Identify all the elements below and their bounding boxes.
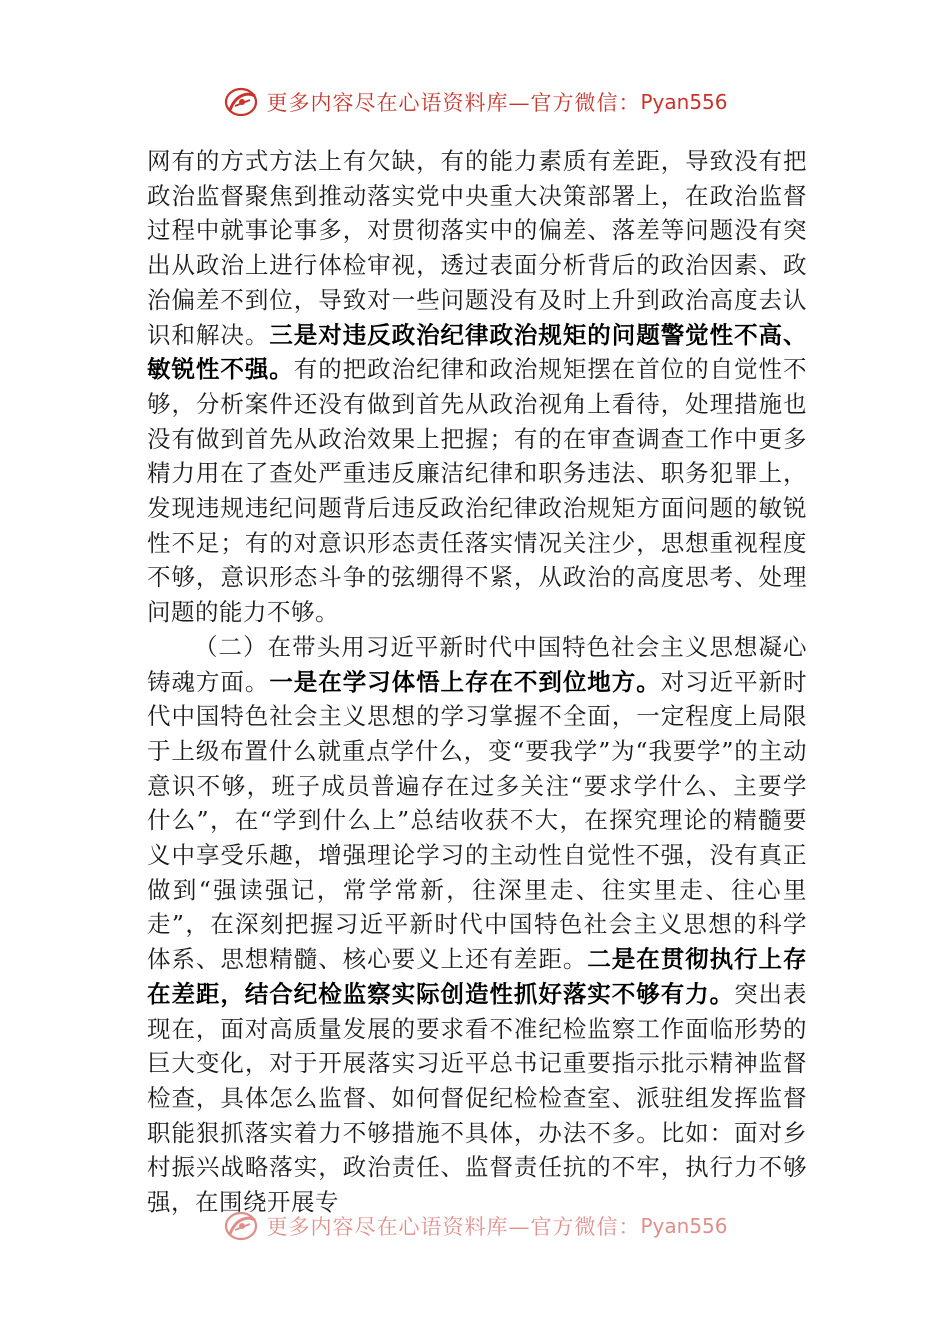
section-heading-two: （二）在带头用习近平新时代中国特色社会主义思想凝心铸魂方面。 — [147, 632, 807, 696]
brand-logo-icon — [222, 1208, 262, 1244]
document-body — [147, 144, 807, 1220]
paragraph-2-bold-point-two: 二是在贯彻执行上存在差距，结合纪检监察实际创造性抓好落实不够有力。 — [147, 945, 808, 1008]
paragraph-1-text-c: 有的把政治纪律和政治规矩摆在首位的自觉性不够，分析案件还没有做到首先从政治视角上看待，处理措施也没有做到首先从政治效果上把握；有的在审查调查工作中更多精力用在了查处严重违反廉洁纪律和职务违法、职务犯罪上，发现违规违纪问题背后违反政治纪律政治规矩方面问题的敏锐性不足；有的对意识形态责任落实情况关注少，思想重视程度不够，意识形态斗争的弦绷得不紧，从政治的高度思考、处理问题的能力不够。 — [147, 355, 808, 627]
header-banner-text: 更多内容尽在心语资料库—官方微信： — [266, 91, 641, 115]
paragraph-1-bold-heading: 三是对违反政治纪律政治规矩的问题警觉性不高、敏锐性不强。 — [147, 320, 808, 384]
header-banner — [0, 82, 950, 122]
footer-wechat-id: Pyan556 — [640, 1214, 728, 1238]
paragraph-1-text-a: 网有的方式方法上有欠缺，有的能力素质有差距，导致没有把政治监督聚焦到推动落实党中央重大决策部署上，在政治监督过程中就事论事多，对贯彻落实中的偏差、落差等问题没有突出从政治上进行体检审视，透过表面分析背后的政治因素、政治偏差不到位，导致对一些问题没有及时上升到政治高度去认识和解决。 — [147, 147, 807, 349]
footer-banner-text: 更多内容尽在心语资料库—官方微信： — [266, 1215, 641, 1239]
paragraph-2-text-c: 对习近平新时代中国特色社会主义思想的学习掌握不全面，一定程度上局限于上级布置什么就重点学什么，变“要我学”为“我要学”的主动意识不够，班子成员普遍存在过多关注“要求学什么、主要学什么”，在“学到什么上”总结收获不大，在探究理论的精髓要义中享受乐趣，增强理论学习的主动性自觉性不强，没有真正做到“强读强记，常学常新，往深里走、往实里走、往心里走”，在深刻把握习近平新时代中国特色社会主义思想的科学体系、思想精髓、核心要义上还有差距。 — [147, 667, 808, 974]
paragraph-2-bold-point-one: 一是在学习体悟上存在不到位地方。 — [269, 667, 661, 696]
footer-banner — [0, 1206, 950, 1246]
header-wechat-id: Pyan556 — [640, 90, 728, 114]
paragraph-2 — [147, 630, 807, 1220]
paragraph-1 — [147, 144, 807, 630]
brand-logo-icon — [222, 84, 262, 120]
paragraph-2-text-e: 突出表现在，面对高质量发展的要求看不准纪检监察工作面临形势的巨大变化，对于开展落实习近平总书记重要指示批示精神监督检查，具体怎么监督、如何督促纪检检查室、派驻组发挥监督职能狠抓落实着力不够措施不具体，办法不多。比如：面对乡村振兴战略落实，政治责任、监督责任抗的不牢，执行力不够强，在围绕开展专 — [147, 979, 808, 1217]
